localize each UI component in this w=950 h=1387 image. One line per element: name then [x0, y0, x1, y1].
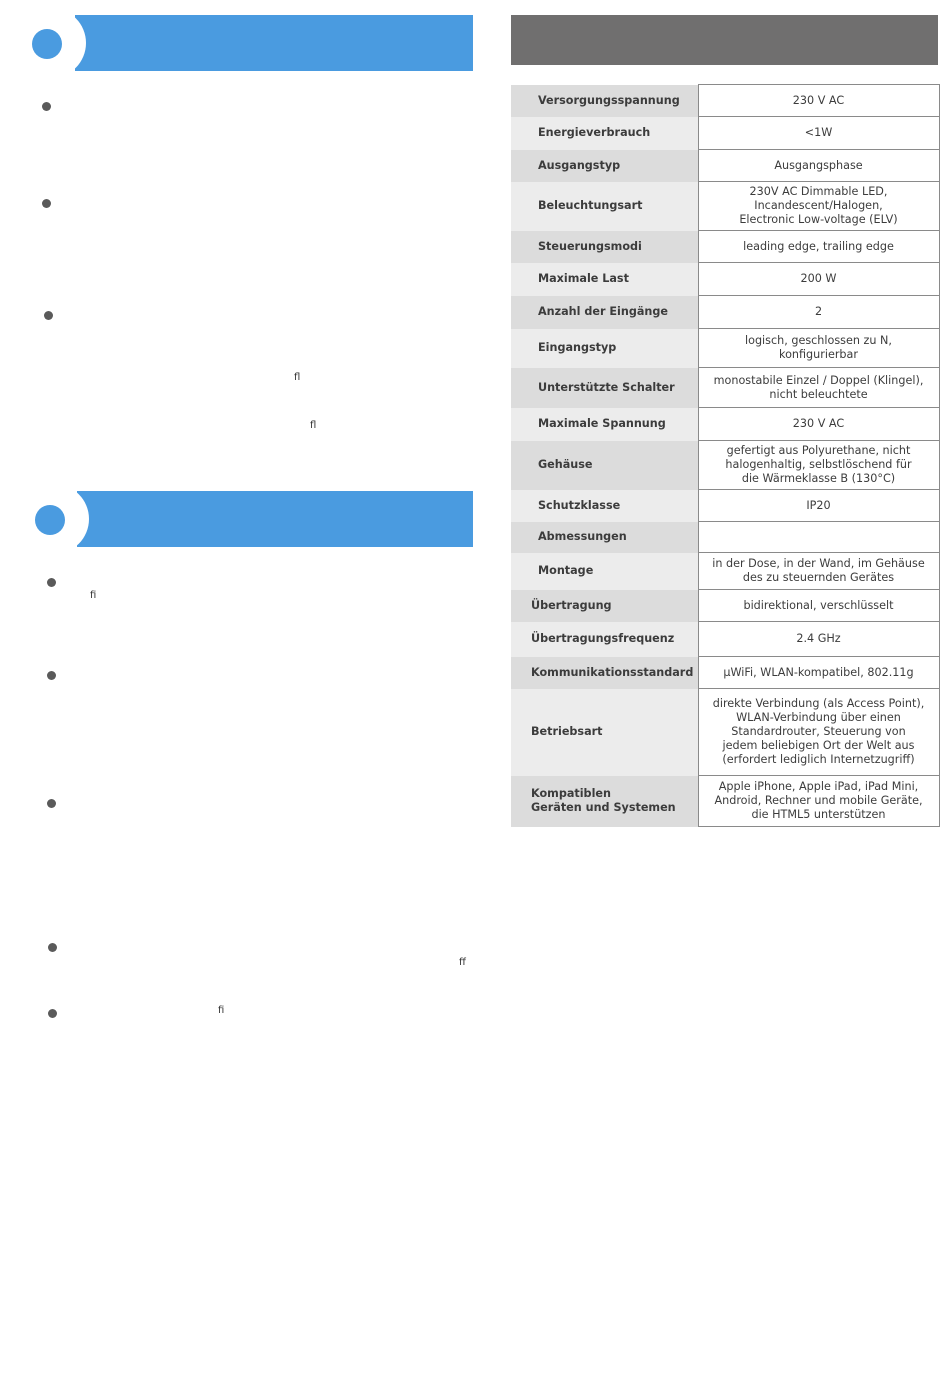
spec-label: Übertragung [511, 590, 698, 622]
spec-label: Gehäuse [511, 441, 698, 490]
spec-row [511, 441, 939, 490]
section-1-banner [75, 15, 473, 71]
spec-row [511, 182, 939, 231]
spec-value: leading edge, trailing edge [698, 231, 939, 263]
ligature-glyph: ﬂ [310, 420, 317, 431]
spec-value: 230 V AC [698, 408, 939, 441]
ligature-glyph: ﬀ [459, 957, 466, 968]
bullet-8 [48, 1009, 57, 1018]
ligature-glyph: ﬂ [294, 372, 301, 383]
spec-label: Steuerungsmodi [511, 231, 698, 263]
spec-row [511, 776, 939, 827]
bullet-6 [47, 799, 56, 808]
spec-row [511, 368, 939, 408]
spec-value: 2.4 GHz [698, 622, 939, 657]
bullet-7 [48, 943, 57, 952]
section-2-number-circle [35, 505, 65, 535]
spec-label: Betriebsart [511, 689, 698, 776]
spec-row [511, 522, 939, 553]
spec-row [511, 117, 939, 150]
ligature-glyph: ﬁ [218, 1005, 225, 1016]
spec-row [511, 150, 939, 182]
ligature-glyph: ﬁ [90, 590, 97, 601]
spec-row [511, 408, 939, 441]
section-2-banner [77, 491, 473, 547]
spec-value: 230 V AC [698, 85, 939, 117]
bullet-3 [44, 311, 53, 320]
spec-row [511, 622, 939, 657]
spec-row [511, 657, 939, 689]
bullet-1 [42, 102, 51, 111]
bullet-4 [47, 578, 56, 587]
spec-value: IP20 [698, 490, 939, 522]
spec-value: gefertigt aus Polyurethane, nicht halogenhaltig, selbstlöschend für die Wärmeklasse B (130°C) [698, 441, 939, 490]
spec-label: Unterstützte Schalter [511, 368, 698, 408]
spec-label: Kommunikationsstandard [511, 657, 698, 689]
spec-label: Energieverbrauch [511, 117, 698, 150]
spec-label: Beleuchtungsart [511, 182, 698, 231]
spec-label: Versorgungsspannung [511, 85, 698, 117]
spec-value: 2 [698, 296, 939, 329]
spec-label: Abmessungen [511, 522, 698, 553]
spec-row [511, 689, 939, 776]
spec-label: Montage [511, 553, 698, 590]
spec-row [511, 553, 939, 590]
spec-label: Kompatiblen Geräten und Systemen [511, 776, 698, 827]
spec-label: Maximale Spannung [511, 408, 698, 441]
spec-value: <1W [698, 117, 939, 150]
spec-label: Anzahl der Eingänge [511, 296, 698, 329]
spec-row [511, 590, 939, 622]
spec-label: Maximale Last [511, 263, 698, 296]
bullet-2 [42, 199, 51, 208]
spec-value: Ausgangsphase [698, 150, 939, 182]
spec-value: direkte Verbindung (als Access Point), WLAN-Verbindung über einen Standardrouter, Steuerung von jedem beliebigen Ort der Welt aus (erfordert lediglich Internetzugriff) [698, 689, 939, 776]
specs-table [511, 84, 940, 827]
spec-row [511, 296, 939, 329]
spec-label: Schutzklasse [511, 490, 698, 522]
spec-value: 230V AC Dimmable LED, Incandescent/Halogen, Electronic Low-voltage (ELV) [698, 182, 939, 231]
spec-value: in der Dose, in der Wand, im Gehäuse des zu steuernden Gerätes [698, 553, 939, 590]
spec-value: μWiFi, WLAN-kompatibel, 802.11g [698, 657, 939, 689]
spec-row [511, 263, 939, 296]
spec-value [698, 522, 939, 553]
spec-value: monostabile Einzel / Doppel (Klingel), nicht beleuchtete [698, 368, 939, 408]
spec-row [511, 329, 939, 368]
spec-value: Apple iPhone, Apple iPad, iPad Mini, Android, Rechner und mobile Geräte, die HTML5 unterstützen [698, 776, 939, 827]
spec-label: Ausgangstyp [511, 150, 698, 182]
specs-header-bar [511, 15, 938, 65]
spec-value: 200 W [698, 263, 939, 296]
spec-label: Übertragungsfrequenz [511, 622, 698, 657]
spec-value: logisch, geschlossen zu N, konfigurierbar [698, 329, 939, 368]
spec-row [511, 85, 939, 117]
spec-value: bidirektional, verschlüsselt [698, 590, 939, 622]
spec-label: Eingangstyp [511, 329, 698, 368]
bullet-5 [47, 671, 56, 680]
spec-row [511, 231, 939, 263]
section-1-number-circle [32, 29, 62, 59]
spec-row [511, 490, 939, 522]
